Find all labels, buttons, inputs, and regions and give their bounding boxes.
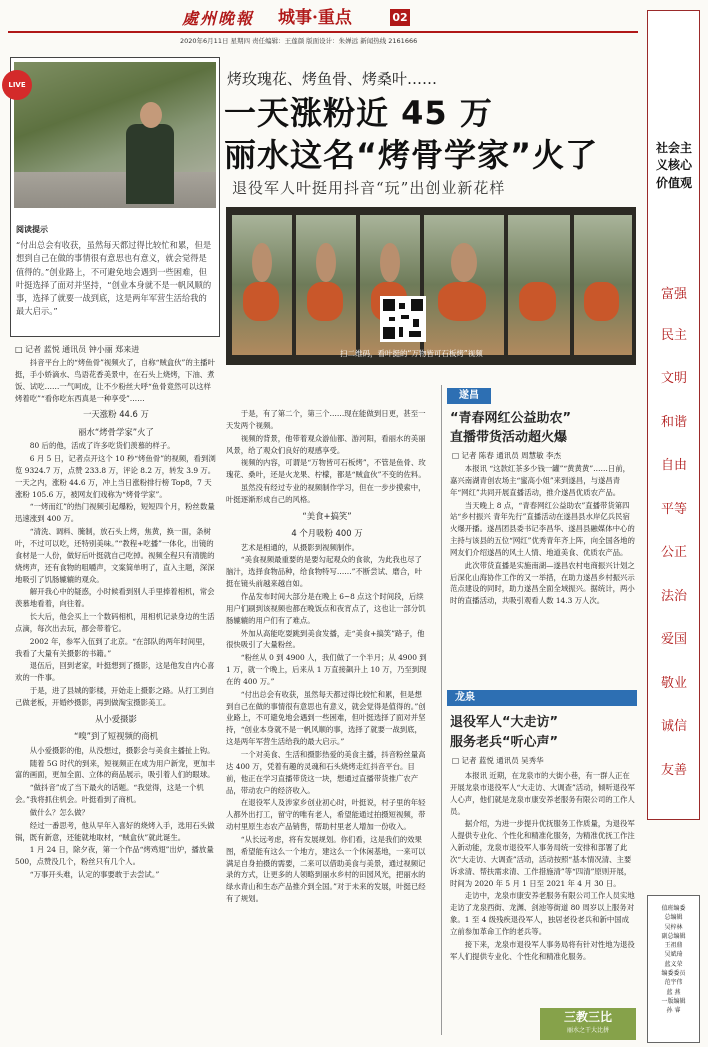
video-frame [508,215,570,355]
paragraph: 外加从高能吃耍跳到美食发播，走“美食+搞笑”路子，他很快吸引了大量粉丝。 [226,628,425,650]
editorial-staff-box [647,895,700,1043]
staff-line: 蓝义荣 [664,960,683,968]
paragraph: 于是，进了县城的影楼，开始走上摄影之路。从打工到自己做老板，开婚纱摄影，再到做淘宝摄影美工。 [15,686,215,707]
region-tag-longquan: 龙泉 [447,690,637,706]
article-column-2 [226,408,428,906]
staff-line: 吴斌琦 [664,951,683,959]
core-value: 诚信 [660,719,687,734]
paragraph: 本报讯 “这款红茶多少钱一罐”“黄黄黄”……日前，嘉兴南湖青创农场主“蜜高小姐”来到遂昌，与遂昌青年“网红”共同开展直播活动，推介遂昌优质农产品。 [450,464,631,497]
masthead [8,5,638,33]
paragraph: 视频的内容，可谓是“万物皆可石板烤”，不管是鱼骨、玫瑰花、桑叶，还是火龙果、柠檬，都是“贼盒伙”不变的佐料。 [226,458,426,480]
page-credits: 2020年6月11日 星期四 责任编辑：王莲颜 版面设计：朱婵远 新闻热线 2161666 [180,37,418,45]
video-frame [296,215,356,355]
region-tag-suichang: 遂昌 [447,388,491,404]
core-value: 友善 [660,763,687,778]
paragraph: 虽然没有经过专业的视频制作学习，但在一步步摸索中，叶挺逐渐形成自己的风格。 [226,483,426,504]
staff-line: 总编辑 [664,914,683,922]
logo-title: 三教三比 [563,1010,612,1024]
staff-line: 副总编辑 [661,932,686,940]
paragraph: 当天晚上 8 点，“青春网红公益助农”直播带货第四站“乡村振兴 青年先行”直播活动在遂昌县水岸亿兵民宿火爆开播。遂昌团县委书记李昌华、遂昌县融媒体中心的主持与该县的五位“网红”优秀青年齐上阵，向全国各地的网友们介绍遂昌的风土人情、地道美食、优质农产品。 [450,500,635,557]
article3-title-line2: 服务老兵“听心声” [450,735,559,750]
article3-body [450,770,636,964]
article2-title-line2: 直播带货活动超火爆 [450,430,568,445]
core-value: 和谐 [660,415,687,430]
subheadline: 退役军人叶挺用抖音“玩”出创业新花样 [232,179,506,197]
headline-line-1: 一天涨粉近 45 万 [224,94,493,132]
subheading: “嗅”到了短视频的商机 [73,731,159,742]
staff-line: 值班编委 [661,905,686,912]
paragraph: “付出总会有收获，虽然每天都过得比较忙和累，但是想到自己在做的事情很有意思也有意义，就会觉得是值得的。”创业路上，不可避免地会遇到一些困难，但叶挺选择了面对并坚持，“创业本身就不是一帆风顺的事，选择了就要一战到底，这是两年军营生活给我的最大启示。” [226,689,426,747]
page-number: 02 [390,9,410,26]
staff-line: 孙 睿 [666,1007,681,1015]
article3-title-line1: 退役军人“大走访” [450,715,559,730]
video-frame [574,215,632,355]
article2-byline: □ 记者 陈春 通讯员 周慧敏 李杰 [452,451,562,460]
staff-line: 一版编辑 [661,997,686,1005]
article2-title-line1: “青春网红公益助农” [450,411,572,426]
staff-line: 吴梓林 [664,923,683,931]
headline-kicker: 烤玫瑰花、烤鱼骨、烤桑叶…… [227,70,438,88]
core-value: 富强 [660,287,687,302]
headline-line-2: 丽水这名“烤骨学家”火了 [224,136,599,174]
paragraph: 做什么？怎么做？ [29,807,89,817]
paragraph: 于是，有了第二个，第三个……现在能做到日更，甚至一天发两个视频。 [226,409,426,430]
subheading: “美食+搞笑” [302,510,352,521]
video-frame [232,215,292,355]
paragraph: “从长远考虑，将有发展规划。你们看，这是我们的效果图，希望能有这么一个地方，建这么一个休闲基地，一来可以满足自身拍摄的需要，二来可以借助美食与美景，通过视频记录的方式，让更多的人领略到丽水乡村的田园风光，把丽水的绿水青山和生态产品推介到全国。”对于未来的发展，叶挺已经有了规划。 [226,834,426,904]
paragraph: 作品发布时间大部分是在晚上 6~8 点这个时间段，后续用户们刷到该视频也都在晚饭点和夜宵点了，这也让一部分饥肠辘辘的用户们有了难点。 [226,592,426,625]
paragraph: “做抖音”成了当下最火的话题。“我觉得，这是一个机会。”我将抓住机会。叶挺看到了商机。 [15,783,204,805]
paragraph: 视频的背景，他带着观众游仙都、游河阳，看丽水的美丽风景，给了观众们良好的观感享受。 [226,433,426,455]
video-collage [226,207,636,365]
column-divider [441,385,442,1035]
paragraph: 据介绍，为进一步提升优抚服务工作质量，为退役军人提供专业化、个性化和精准化服务，为精准优抚工作注入新动能，龙泉市退役军人事务局统一安排和部署了此次“大走访、大调查”活动，活动按照“基本情况清、主要诉求清、帮扶需求清、工作措施清”等“四清”原则开展，时间为 2020 年 5 月 1 日至 2021 年 4 月 30 日。 [450,819,635,888]
paragraph: 在退役军人及涉家乡创业初心时，叶挺说，村子里的年轻人都外出打工，留守的唯有老人，希望能通过拍摄短视频，带动村里原生态农产品销售，帮助村里老人增加一份收入。 [226,798,426,832]
core-value: 爱国 [660,632,687,647]
paragraph: 6 月 5 日，记者点开这个 10 秒“烤鱼骨”的视频，看到浏览 9324.7 万，点赞 233.8 万，评论 8.2 万，转发 3.9 万。一天之内，涨粉 44.6 万，冲上当日涨粉排行榜 Top8，7 天涨粉 105.6 万，被网友们戏称为“烤骨学家”。 [15,454,216,499]
paragraph: 随着 5G 时代的到来，短视频正在成为用户新宠，更加丰富的画面，更加全面、立体的商品展示，吸引着人们的眼球。 [15,758,216,780]
paragraph: 80 后的他，活成了许多吃货们羡慕的样子。 [29,441,175,451]
core-value: 平等 [660,502,687,517]
subheading: 丽水“烤骨学家”火了 [78,426,154,437]
person-head-graphic [140,102,162,128]
core-value: 民主 [660,328,687,343]
reading-tip-text: “付出总会有收获，虽然每天都过得比较忙和累，但是想到自己在做的事情很有意思也有意义，就会觉得是值得的。”创业路上，不可避免地会遇到一些困难，但叶挺选择了面对并坚持，“创业本身就不是一帆风顺的事，选择了就要一战到底，这是两年军营生活给我的最大启示。” [16,240,212,317]
paragraph: 一个对美食、生活和摄影热爱的美食主播，抖音粉丝量高达 400 万，凭着有趣的灵魂和石头烧烤走红抖音平台。目前，他正在学习直播带货这一块，想通过直播带货推广农产品，带动农户的经济收入。 [226,749,426,795]
paragraph: 接下来，龙泉市退役军人事务局将有针对性地为退役军人们提供专业化、个性化和精准化服务。 [450,939,635,961]
newspaper-logo: 處州晚報 [182,9,255,28]
core-value: 公正 [660,545,687,560]
staff-line: 编委委员 [661,970,686,978]
subheading: 4 个月吸粉 400 万 [291,528,363,539]
core-value: 法治 [660,589,687,604]
paragraph: 解开我心中的疑惑，小时候看到别人手里捧着相机，常会羡慕地看着，向往着。 [15,587,215,609]
paragraph: 走访中，龙泉市康安养老服务有限公司工作人员实地走访了龙泉西街、龙渊、剑池等街道 80 周岁以上服务对象。1 至 4 级残疾退役军人，独居老役老兵和新中国成立前参加革命工作的老兵等。 [450,891,635,936]
article-column-1 [15,357,217,882]
paragraph: “美食视频最重要的是要勾起观众的食欲，为此我也尽了脑汁，选择食物品种，给食物特写……”不断尝试、磨合，叶挺在镜头前越来越自如。 [226,555,422,589]
paragraph: “粉丝从 0 到 4900 人，我们做了一个半月；从 4900 到 1 万，就一个晚上，后来从 1 万直接飙升上 10 万，乃至到现在的 400 万。” [226,653,427,686]
paragraph: 此次带货直播是实施南湖—遂昌农村电商振兴计划之后深化山海协作工作的又一举措，在助力遂昌乡村振兴示范点建设的同时，助力遂昌全面全域振兴。据统计，两小时的直播活动，共吸引观看人数 14.3 万人次。 [450,560,635,606]
logo-subtitle: 丽水之干大比拼 [566,1027,609,1034]
paragraph: 从小爱摄影的他，从没想过，摄影会与美食主播扯上钩。 [29,745,215,755]
paragraph: “一烤而红”的热门视频引起爆粉，短短四个月，粉丝数量迅速涨到 400 万。 [15,502,215,524]
paragraph: 退伍后，回到老家，叶挺想到了摄影，这是他发自内心喜欢的一件事。 [15,661,215,683]
main-byline: □ 记者 蓝悦 通讯员 钟小丽 郑来进 [15,345,140,354]
staff-line: 蓝 燕 [666,988,681,996]
subheading: 一天涨粉 44.6 万 [83,409,149,420]
section-title: 城事·重点 [278,8,352,28]
core-value: 文明 [660,371,687,386]
paragraph: 抖音平台上的“烤鱼骨”视频火了，自称“贼盒伙”的主播叶挺，手小娇滴水、鸟语花香美景中，在石头上烧烤，下油、煮饭、试吃……一气呵成，让不少粉丝大呼“鱼骨竟然可以这样烤着吃”“看你吃东西真是一种享受”…… [15,358,215,403]
portrait-photo [14,62,216,208]
live-badge-icon: LIVE [2,70,32,100]
article3-byline: □ 记者 蓝悦 通讯员 吴秀华 [452,756,544,765]
road-graphic [14,172,216,208]
paragraph: 本报讯 近期，在龙泉市的大街小巷，有一群人正在开展龙泉市退役军人“大走访、大调查”活动，倾听退役军人心声，他们就是龙泉市康安养老服务有限公司的工作人员。 [450,771,635,816]
paragraph: “万事开头难，认定的事要敢于去尝试。” [29,870,160,880]
paragraph: 1 月 24 日，除夕夜，第一个作品“烤鸡翅”出炉，播放量 500，点赞没几个，粉丝只有几个人。 [15,845,214,867]
core-value: 自由 [660,458,687,473]
staff-line: 王祖鼎 [664,942,683,950]
paragraph: 长大后，他会买上一个数码相机，用相机记录身边的生活点滴，每次出去玩，都会带着它。 [15,612,215,633]
paragraph: “清洗、调料、腌制，放石头上烤，焦黄，换一面，条树叶，不过可以吃，还特别美味。”“教程+吃播”一体化，出镜的食材是一人份，做好后叶挺就自己吃掉。视频全程只有清脆的烧烤声，还有食物的咀嚼声，文案简单明了，直入主题，深深地吸引了饥肠辘辘的观众。 [15,527,215,584]
reading-tip-title: 阅读提示 [16,225,48,234]
qr-code-icon[interactable] [380,296,426,342]
sanjiao-sanbi-logo [540,1008,636,1040]
paragraph: 经过一番思考，他从早年入喜好的烧烤入手，选用石头做锅，既有新意，还能就地取材，“贼盒伙”就此诞生。 [15,820,215,842]
paragraph: 艺术是相通的，从摄影到视频制作。 [240,542,360,552]
video-frame [424,215,504,355]
person-body-graphic [126,124,174,204]
subheading: 从小爱摄影 [95,713,137,724]
core-value: 敬业 [660,676,687,691]
sidebar-title: 社会主义核心价值观 [655,141,692,190]
collage-caption: 扫二维码，看叶挺的“万物皆可石板烤”视频 [340,349,483,358]
article2-body [450,463,636,608]
paragraph: 2002 年，参军入伍到了北京。“在部队的两年时间里，我看了大量有关摄影的书籍。” [15,636,210,658]
staff-line: 范宇伟 [664,979,683,987]
